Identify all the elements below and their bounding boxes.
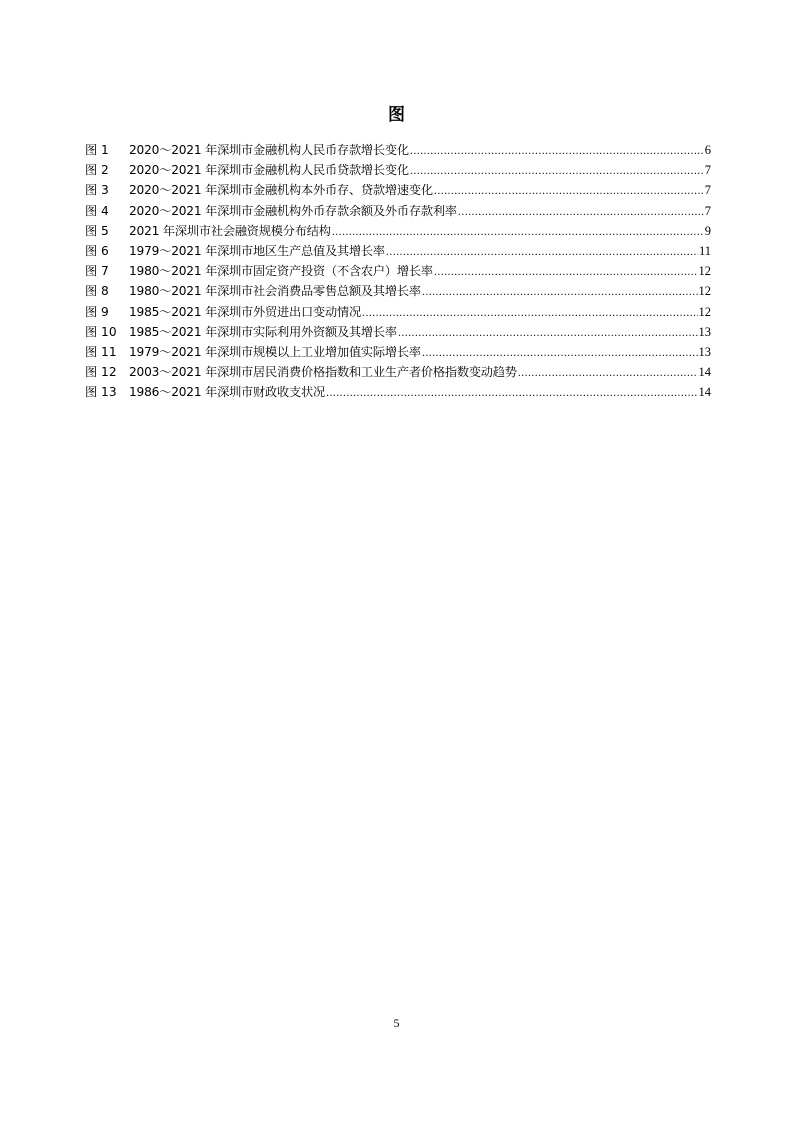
figure-label: 图 10 (85, 324, 117, 339)
dot-leader (398, 324, 698, 344)
toc-entry[interactable] (85, 322, 711, 342)
figure-label: 图 11 (85, 344, 117, 359)
dot-leader (434, 263, 698, 283)
figure-caption: 2021 年深圳市社会融资规模分布结构 (129, 223, 331, 238)
figure-label: 图 4 (85, 203, 109, 218)
figure-page-number: 12 (698, 264, 711, 279)
figure-caption: 1985～2021 年深圳市外贸进出口变动情况 (129, 304, 361, 319)
dot-leader (458, 203, 704, 223)
dot-leader (422, 283, 698, 303)
figure-label: 图 9 (85, 304, 109, 319)
toc-entry[interactable] (85, 241, 711, 261)
dot-leader (518, 364, 698, 384)
figure-caption: 1980～2021 年深圳市固定资产投资（不含农户）增长率 (129, 264, 433, 279)
figure-page-number: 13 (698, 344, 711, 359)
dot-leader (326, 384, 698, 404)
dot-leader (410, 142, 704, 162)
figure-label: 图 1 (85, 143, 109, 157)
figure-list (85, 140, 711, 402)
dot-leader (422, 344, 698, 364)
toc-entry[interactable] (85, 342, 711, 362)
figure-label: 图 6 (85, 243, 109, 258)
figure-label: 图 2 (85, 163, 109, 178)
figure-label: 图 5 (85, 223, 109, 238)
figure-caption: 2020～2021 年深圳市金融机构本外币存、贷款增速变化 (129, 183, 433, 198)
toc-entry[interactable] (85, 140, 711, 160)
figure-label: 图 8 (85, 284, 109, 299)
dot-leader (362, 304, 698, 324)
figure-page-number: 11 (698, 243, 711, 258)
dot-leader (434, 182, 704, 202)
dot-leader (386, 243, 698, 263)
figure-caption: 1980～2021 年深圳市社会消费品零售总额及其增长率 (129, 284, 421, 299)
page-number: 5 (393, 1016, 400, 1030)
figure-caption: 1986～2021 年深圳市财政收支状况 (129, 385, 325, 400)
figure-page-number: 14 (698, 365, 711, 380)
toc-entry[interactable] (85, 221, 711, 241)
dot-leader (410, 162, 704, 182)
toc-entry[interactable] (85, 180, 711, 200)
figure-page-number: 14 (698, 385, 711, 400)
toc-entry[interactable] (85, 160, 711, 180)
figure-page-number: 9 (704, 223, 711, 238)
figure-caption: 2020～2021 年深圳市金融机构人民币贷款增长变化 (129, 163, 409, 178)
figure-caption: 1979～2021 年深圳市地区生产总值及其增长率 (129, 243, 385, 258)
figure-caption: 2003～2021 年深圳市居民消费价格指数和工业生产者价格指数变动趋势 (129, 365, 517, 380)
toc-entry[interactable] (85, 261, 711, 281)
figure-page-number: 12 (698, 304, 711, 319)
figure-label: 图 13 (85, 385, 117, 400)
toc-entry[interactable] (85, 302, 711, 322)
figure-caption: 1979～2021 年深圳市规模以上工业增加值实际增长率 (129, 344, 421, 359)
figure-page-number: 7 (704, 183, 711, 198)
figure-label: 图 12 (85, 365, 117, 380)
figure-label: 图 3 (85, 183, 109, 198)
toc-entry[interactable] (85, 201, 711, 221)
figure-page-number: 12 (698, 284, 711, 299)
figure-page-number: 13 (698, 324, 711, 339)
figure-page-number: 6 (704, 143, 711, 157)
toc-entry[interactable] (85, 382, 711, 402)
figure-page-number: 7 (704, 203, 711, 218)
figure-caption: 2020～2021 年深圳市金融机构人民币存款增长变化 (129, 143, 409, 157)
page-title: 图 (388, 105, 405, 125)
figure-caption: 2020～2021 年深圳市金融机构外币存款余额及外币存款利率 (129, 203, 457, 218)
toc-entry[interactable] (85, 362, 711, 382)
figure-page-number: 7 (704, 163, 711, 178)
toc-entry[interactable] (85, 281, 711, 301)
figure-label: 图 7 (85, 264, 109, 279)
figure-caption: 1985～2021 年深圳市实际利用外资额及其增长率 (129, 324, 397, 339)
dot-leader (332, 223, 704, 243)
